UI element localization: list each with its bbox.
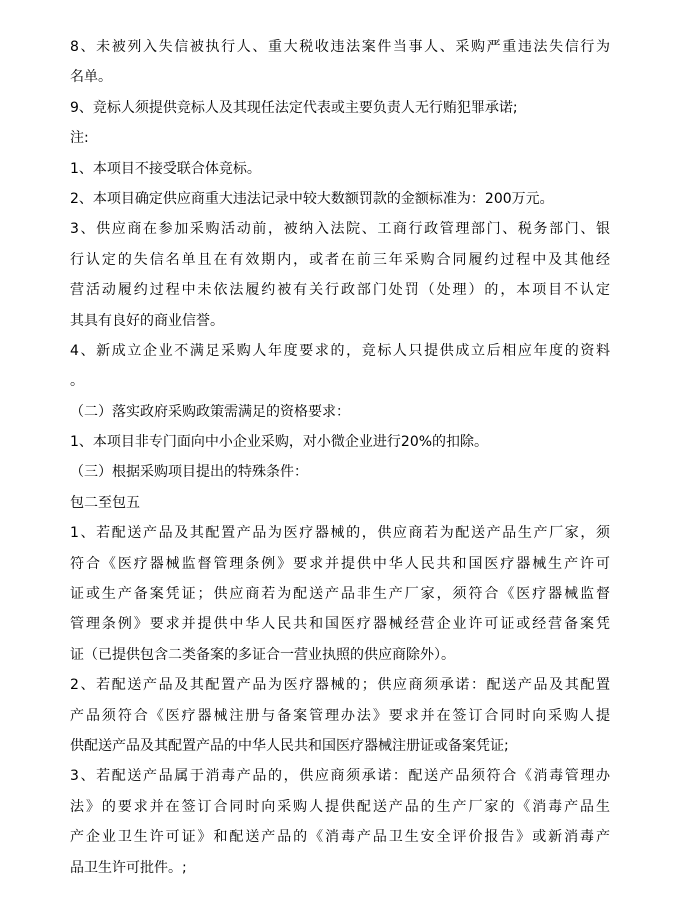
text-line: 管理条例》要求并提供中华人民共和国医疗器械经营企业许可证或经营备案凭 <box>70 616 610 633</box>
text-line: （三）根据采购项目提出的特殊条件： <box>70 464 308 481</box>
text-line: 符合《医疗器械监督管理条例》要求并提供中华人民共和国医疗器械生产许可 <box>70 555 610 572</box>
text-line: 品卫生许可批件。; <box>70 859 187 876</box>
text-line: 行认定的失信名单且在有效期内，或者在前三年采购合同履约过程中及其他经 <box>70 251 610 268</box>
text-line: 9、竞标人须提供竞标人及其现任法定代表或主要负责人无行贿犯罪承诺; <box>70 99 518 116</box>
text-line: 其具有良好的商业信誉。 <box>70 312 224 329</box>
document-body <box>70 32 610 883</box>
text-line: 3、若配送产品属于消毒产品的，供应商须承诺：配送产品须符合《消毒管理办 <box>70 768 610 785</box>
text-line: 注: <box>70 130 89 147</box>
text-line: 3、供应商在参加采购活动前，被纳入法院、工商行政管理部门、税务部门、银 <box>70 221 610 238</box>
text-line: （二）落实政府采购政策需满足的资格要求： <box>70 403 350 420</box>
text-line: 2、若配送产品及其配置产品为医疗器械的；供应商须承诺：配送产品及其配置 <box>70 677 610 694</box>
text-line: 名单。 <box>70 69 112 86</box>
text-line: 证或生产备案凭证；供应商若为配送产品非生产厂家，须符合《医疗器械监督 <box>70 586 610 603</box>
text-line: 2、本项目确定供应商重大违法记录中较大数额罚款的金额标准为：200万元。 <box>70 190 554 207</box>
text-line: 1、若配送产品及其配置产品为医疗器械的，供应商若为配送产品生产厂家，须 <box>70 525 610 542</box>
text-line: 供配送产品及其配置产品的中华人民共和国医疗器械注册证或备案凭证; <box>70 737 509 754</box>
text-line: 1、本项目非专门面向中小企业采购，对小微企业进行20%的扣除。 <box>70 434 489 451</box>
text-line: 1、本项目不接受联合体竞标。 <box>70 160 261 177</box>
text-line: 包二至包五 <box>70 494 140 511</box>
text-line: 证（已提供包含二类备案的多证合一营业执照的供应商除外）。 <box>70 646 455 663</box>
text-line: 法》的要求并在签订合同时向采购人提供配送产品的生产厂家的《消毒产品生 <box>70 798 610 815</box>
text-line: 营活动履约过程中未依法履约被有关行政部门处罚（处理）的，本项目不认定 <box>70 282 610 299</box>
text-line: 产品须符合《医疗器械注册与备案管理办法》要求并在签订合同时向采购人提 <box>70 707 610 724</box>
text-line: 产企业卫生许可证》和配送产品的《消毒产品卫生安全评价报告》或新消毒产 <box>70 829 610 846</box>
text-line: 。 <box>70 373 84 390</box>
text-line: 8、未被列入失信被执行人、重大税收违法案件当事人、采购严重违法失信行为 <box>70 39 610 55</box>
text-line: 4、新成立企业不满足采购人年度要求的，竞标人只提供成立后相应年度的资料 <box>70 342 610 359</box>
